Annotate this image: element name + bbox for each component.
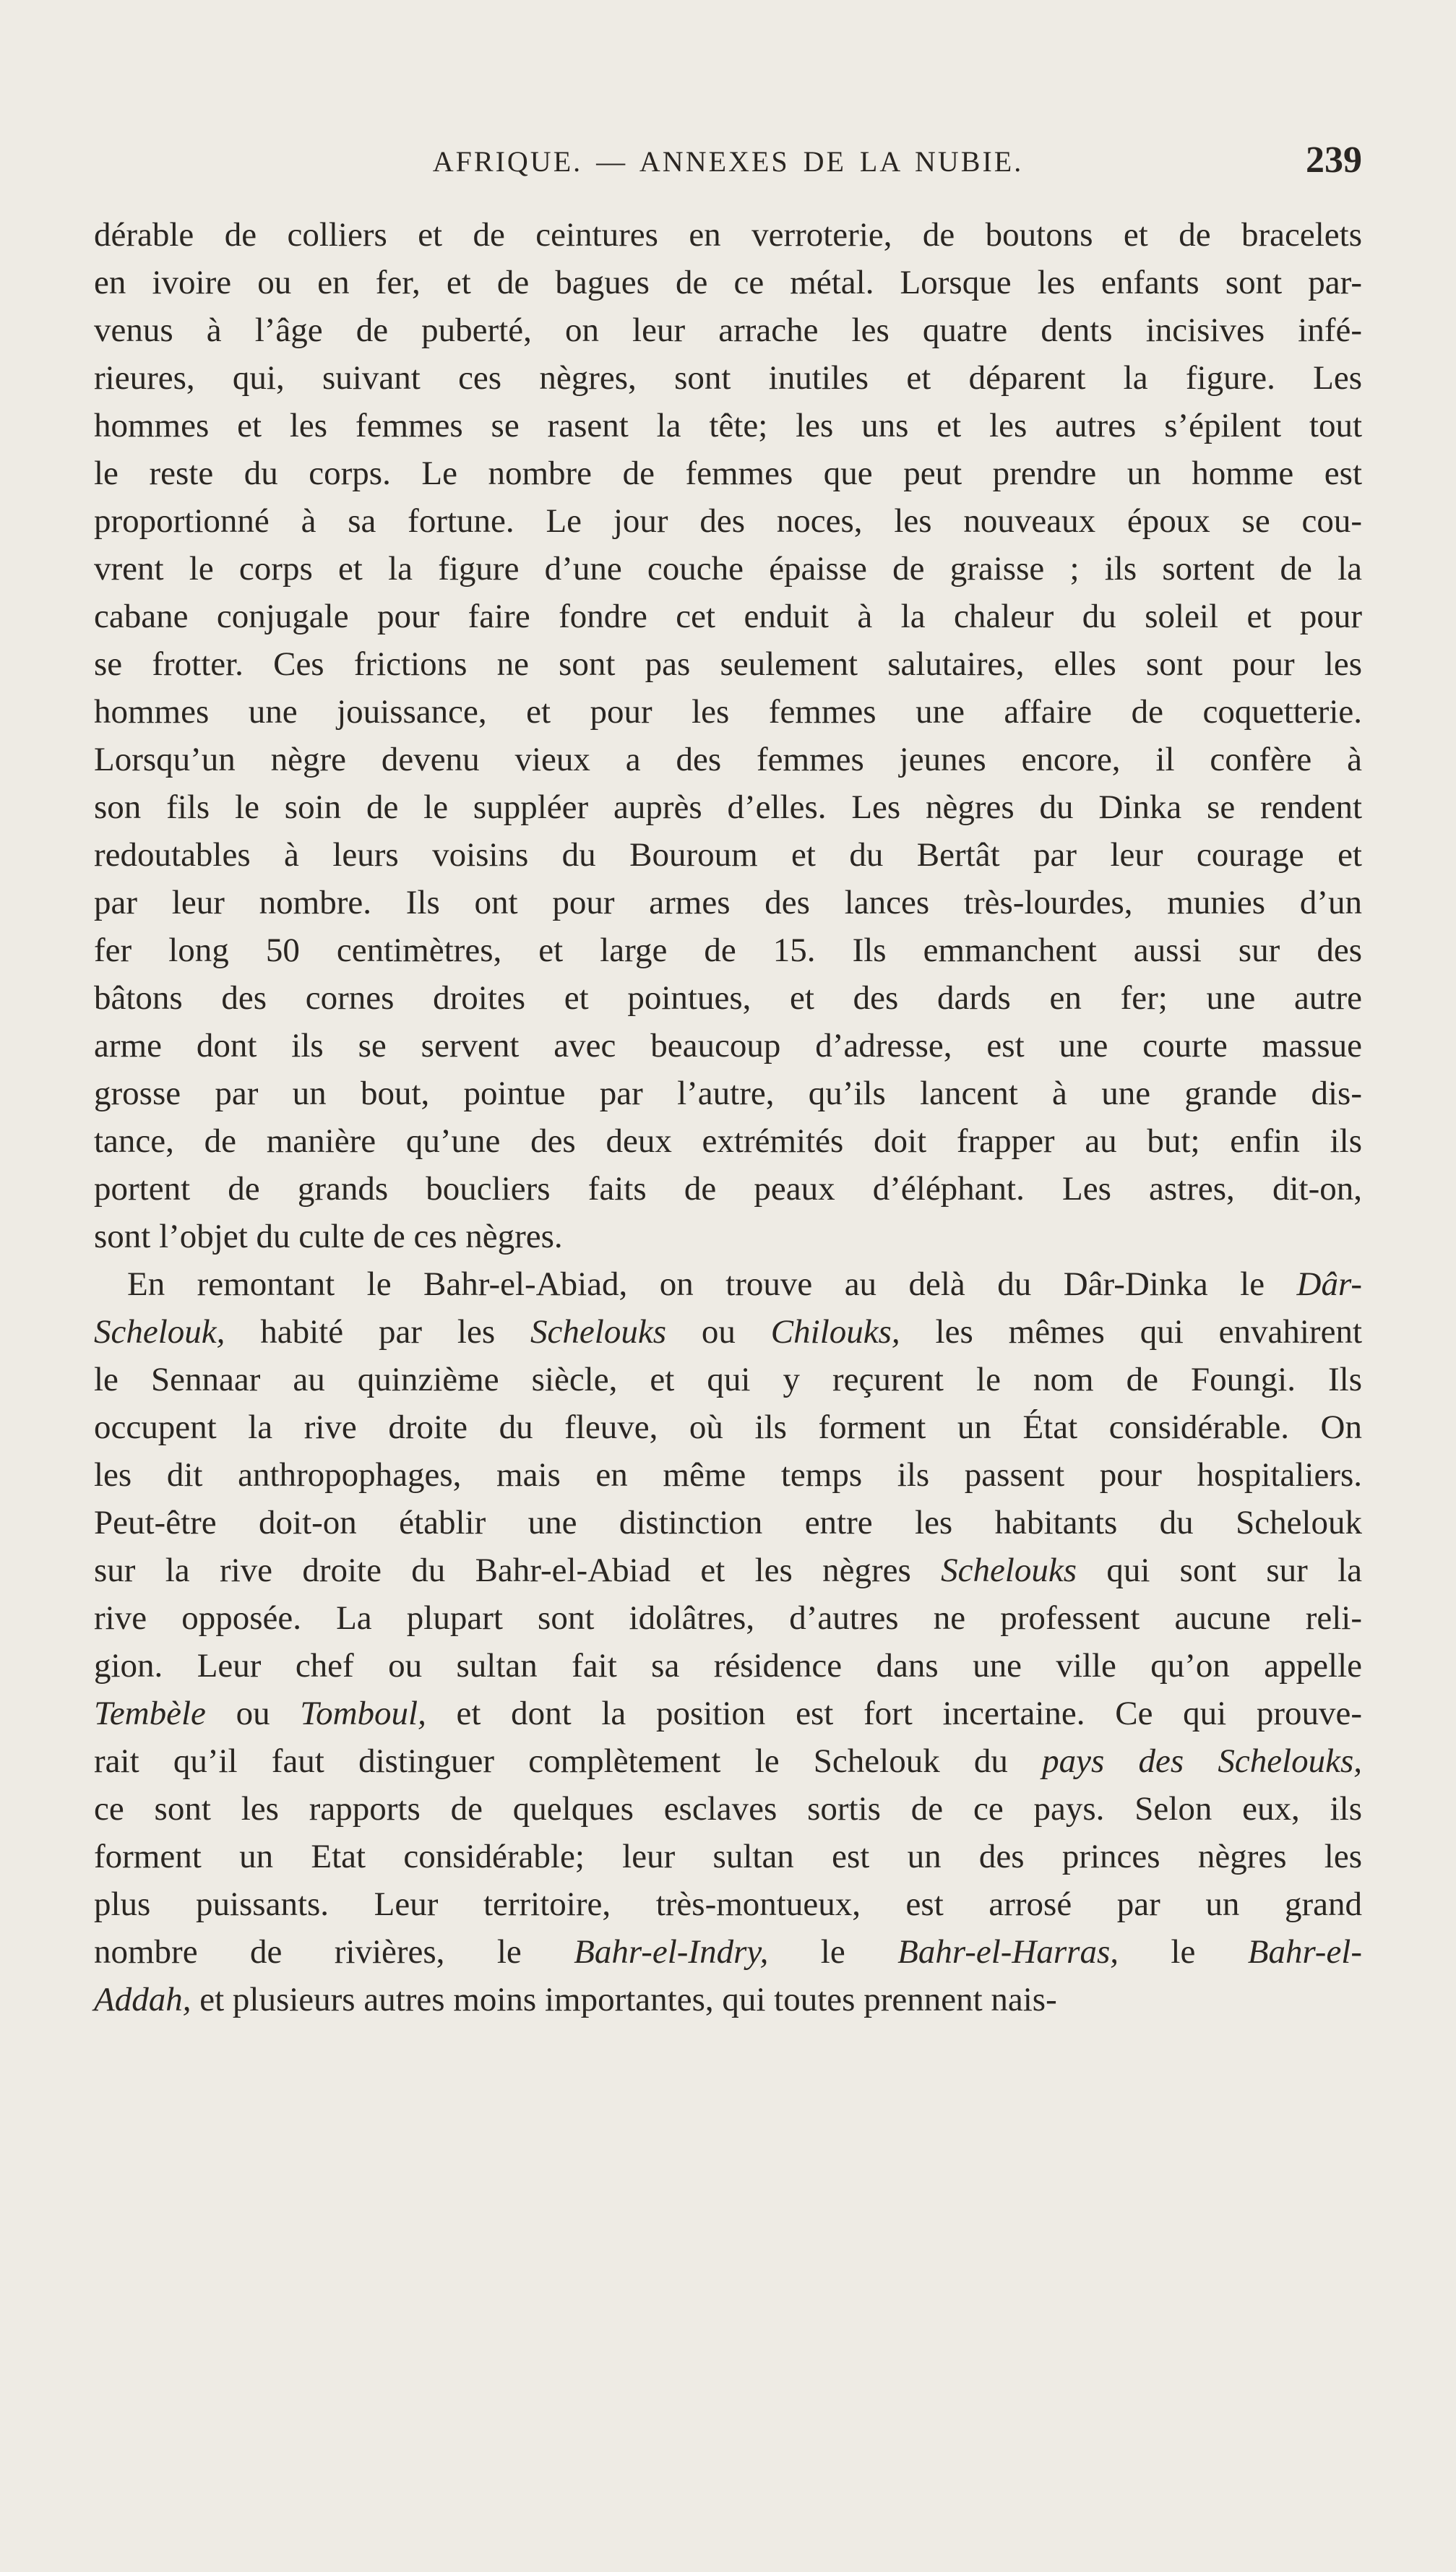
text-line: [94, 879, 1362, 926]
text-line: [94, 1976, 1362, 2023]
italic-text: Dâr-: [1296, 1265, 1362, 1303]
text-span: sont l’objet du culte de ces nègres.: [94, 1218, 563, 1255]
text-span: dérable de colliers et de ceintures en verroterie, de boutons et de bracelets: [94, 216, 1362, 254]
text-span: arme dont ils se servent avec beaucoup d’adresse, est une courte massue: [94, 1027, 1362, 1065]
text-line: [94, 1785, 1362, 1833]
text-span: vrent le corps et la figure d’une couche épaisse de graisse ; ils sortent de la: [94, 550, 1362, 588]
italic-text: Schelouks: [530, 1313, 666, 1351]
text-line: [94, 1833, 1362, 1880]
text-line: [94, 259, 1362, 306]
text-span: les dit anthropophages, mais en même temps ils passent pour hospitaliers.: [94, 1456, 1362, 1494]
text-line: [94, 640, 1362, 688]
text-line: [94, 1117, 1362, 1165]
text-span: sur la rive droite du Bahr-el-Abiad et les nègres: [94, 1552, 942, 1589]
text-line: [94, 1737, 1362, 1785]
text-line: [94, 545, 1362, 593]
text-span: Lorsqu’un nègre devenu vieux a des femmes jeunes encore, il confère à: [94, 741, 1362, 778]
text-span: grosse par un bout, pointue par l’autre, qu’ils lancent à une grande dis-: [94, 1075, 1362, 1112]
text-line: [94, 1690, 1362, 1737]
text-span: redoutables à leurs voisins du Bouroum et du Bertât par leur courage et: [94, 836, 1362, 874]
text-span: tance, de manière qu’une des deux extrémités doit frapper au but; enfin ils: [94, 1122, 1362, 1160]
text-span: son fils le soin de le suppléer auprès d’elles. Les nègres du Dinka se rendent: [94, 788, 1362, 826]
text-span: et dont la position est fort incertaine. Ce qui prouve-: [426, 1695, 1362, 1732]
text-span: le: [768, 1933, 898, 1971]
text-span: En remontant le Bahr-el-Abiad, on trouve au delà du Dâr-Dinka le: [127, 1265, 1297, 1303]
text-line: [94, 1451, 1362, 1499]
body-text: [94, 211, 1362, 2023]
text-line: [94, 306, 1362, 354]
running-title: AFRIQUE. — ANNEXES DE LA NUBIE.: [432, 145, 1024, 178]
text-line: [94, 1642, 1362, 1690]
text-line: [94, 1547, 1362, 1594]
text-line: [94, 688, 1362, 736]
text-span: ou: [665, 1313, 771, 1351]
italic-text: Schelouk,: [94, 1313, 225, 1351]
text-line: [94, 211, 1362, 259]
text-span: ce sont les rapports de quelques esclaves sortis de ce pays. Selon eux, ils: [94, 1790, 1362, 1828]
italic-text: Schelouks: [941, 1552, 1077, 1589]
text-span: fer long 50 centimètres, et large de 15. Ils emmanchent aussi sur des: [94, 932, 1362, 969]
text-span: par leur nombre. Ils ont pour armes des lances très-lourdes, munies d’un: [94, 884, 1362, 921]
text-span: le Sennaar au quinzième siècle, et qui y reçurent le nom de Foungi. Ils: [94, 1361, 1362, 1398]
text-span: les mêmes qui envahirent: [900, 1313, 1362, 1351]
text-line: [94, 593, 1362, 640]
text-line: [94, 1022, 1362, 1070]
text-line: [94, 1070, 1362, 1117]
text-line: [94, 974, 1362, 1022]
text-line: [94, 354, 1362, 402]
running-head: [94, 139, 1362, 189]
text-span: rait qu’il faut distinguer complètement le Schelouk du: [94, 1742, 1043, 1780]
text-line: [94, 1260, 1362, 1308]
text-line: [94, 450, 1362, 497]
text-line: [94, 402, 1362, 450]
text-span: le: [1119, 1933, 1248, 1971]
text-line: [94, 1499, 1362, 1547]
italic-text: Bahr-el-: [1247, 1933, 1363, 1971]
text-span: rieures, qui, suivant ces nègres, sont inutiles et déparent la figure. Les: [94, 359, 1362, 397]
italic-text: Bahr-el-Indry,: [574, 1933, 769, 1971]
italic-text: Chilouks,: [770, 1313, 900, 1351]
text-span: hommes une jouissance, et pour les femmes une affaire de coquetterie.: [94, 693, 1362, 731]
text-span: occupent la rive droite du fleuve, où ils forment un État considérable. On: [94, 1408, 1362, 1446]
text-span: hommes et les femmes se rasent la tête; les uns et les autres s’épilent tout: [94, 407, 1362, 444]
text-span: rive opposée. La plupart sont idolâtres, d’autres ne professent aucune reli-: [94, 1599, 1362, 1637]
text-span: en ivoire ou en fer, et de bagues de ce métal. Lorsque les enfants sont par-: [94, 264, 1362, 301]
text-span: gion. Leur chef ou sultan fait sa résidence dans une ville qu’on appelle: [94, 1647, 1362, 1685]
text-span: se frotter. Ces frictions ne sont pas seulement salutaires, elles sont pour les: [94, 645, 1362, 683]
italic-text: Addah,: [94, 1981, 191, 2018]
text-line: [94, 1356, 1362, 1403]
text-line: [94, 1308, 1362, 1356]
text-span: nombre de rivières, le: [94, 1933, 574, 1971]
text-line: [94, 497, 1362, 545]
text-line: [94, 1403, 1362, 1451]
italic-text: pays des Schelouks,: [1042, 1742, 1363, 1780]
text-span: cabane conjugale pour faire fondre cet enduit à la chaleur du soleil et pour: [94, 598, 1362, 635]
text-line: [94, 1594, 1362, 1642]
italic-text: Tembèle: [94, 1695, 206, 1732]
text-line: [94, 1928, 1362, 1976]
text-span: le reste du corps. Le nombre de femmes que peut prendre un homme est: [94, 455, 1362, 492]
text-span: venus à l’âge de puberté, on leur arrache les quatre dents incisives infé-: [94, 311, 1362, 349]
text-span: bâtons des cornes droites et pointues, et des dards en fer; une autre: [94, 979, 1362, 1017]
text-line: [94, 736, 1362, 783]
text-line: [94, 1213, 1362, 1260]
italic-text: Tomboul,: [300, 1695, 426, 1732]
text-span: et plusieurs autres moins importantes, qui toutes prennent nais-: [191, 1981, 1057, 2018]
text-span: Peut-être doit-on établir une distinction entre les habitants du Schelouk: [94, 1504, 1362, 1541]
italic-text: Bahr-el-Harras,: [897, 1933, 1119, 1971]
text-span: plus puissants. Leur territoire, très-montueux, est arrosé par un grand: [94, 1885, 1362, 1923]
text-line: [94, 926, 1362, 974]
text-span: habité par les: [225, 1313, 531, 1351]
text-line: [94, 1165, 1362, 1213]
text-span: ou: [205, 1695, 301, 1732]
text-span: forment un Etat considérable; leur sultan est un des princes nègres les: [94, 1838, 1362, 1875]
text-line: [94, 783, 1362, 831]
text-span: proportionné à sa fortune. Le jour des noces, les nouveaux époux se cou-: [94, 502, 1362, 540]
page-number: 239: [1306, 139, 1362, 181]
text-line: [94, 831, 1362, 879]
text-line: [94, 1880, 1362, 1928]
text-span: qui sont sur la: [1077, 1552, 1362, 1589]
text-span: portent de grands boucliers faits de peaux d’éléphant. Les astres, dit-on,: [94, 1170, 1362, 1208]
